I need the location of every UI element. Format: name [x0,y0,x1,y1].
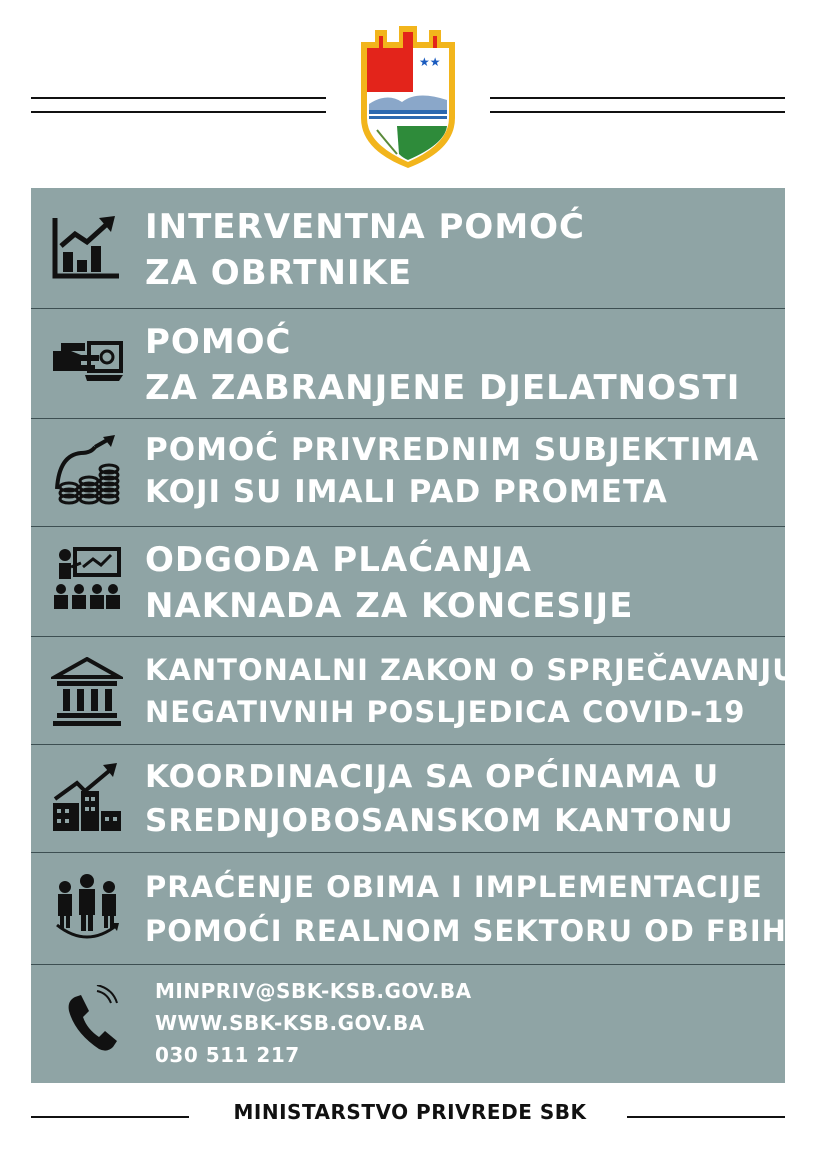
services-panel [31,188,797,1083]
item-title-line2: POMOĆI REALNOM SEKTORU OD FBIH [145,914,787,948]
item-title-line1: PRAĆENJE OBIMA I IMPLEMENTACIJE [145,870,763,904]
footer-line-right [627,1116,785,1118]
list-item [31,309,785,419]
header-line-right-top [490,97,785,99]
item-title-line2: KOJI SU IMALI PAD PROMETA [145,474,668,510]
contact-website[interactable]: WWW.SBK-KSB.GOV.BA [155,1011,425,1035]
coin-stacks-growth-icon [51,435,123,507]
growth-chart-icon [51,212,123,284]
presentation-audience-icon [51,545,123,617]
item-title-line1: POMOĆ [145,322,292,362]
header-line-left-top [31,97,326,99]
item-title-line1: POMOĆ PRIVREDNIM SUBJEKTIMA [145,432,760,468]
list-item [31,745,785,853]
footer-line-left [31,1116,189,1118]
contact-email[interactable]: MINPRIV@SBK-KSB.GOV.BA [155,979,472,1003]
phone-icon [57,985,129,1057]
header-line-left-bottom [31,111,326,113]
item-title-line2: SREDNJOBOSANSKOM KANTONU [145,803,734,839]
contact-phone: 030 511 217 [155,1043,300,1067]
list-item [31,853,785,965]
item-title-line1: INTERVENTNA POMOĆ [145,207,586,247]
list-item [31,527,785,637]
item-title-line2: ZA ZABRANJENE DJELATNOSTI [145,368,741,408]
courthouse-icon [51,657,123,729]
list-item [31,419,785,527]
city-growth-icon [51,763,123,835]
list-item [31,637,797,745]
svg-text:★★: ★★ [419,55,441,69]
header-line-right-bottom [490,111,785,113]
item-title-line2: NEGATIVNIH POSLJEDICA COVID-19 [145,695,746,729]
coat-of-arms-icon [357,22,459,170]
list-item [31,188,785,309]
item-title-line1: KOORDINACIJA SA OPĆINAMA U [145,759,720,795]
footer-title: MINISTARSTVO PRIVREDE SBK [233,1100,587,1124]
item-title-line1: ODGODA PLAĆANJA [145,540,532,580]
contact-section [31,965,785,1083]
item-title-line2: ZA OBRTNIKE [145,253,413,293]
people-group-icon [51,873,123,945]
hand-money-laptop-icon [51,329,123,401]
item-title-line1: KANTONALNI ZAKON O SPRJEČAVANJU [145,653,797,687]
item-title-line2: NAKNADA ZA KONCESIJE [145,586,634,626]
